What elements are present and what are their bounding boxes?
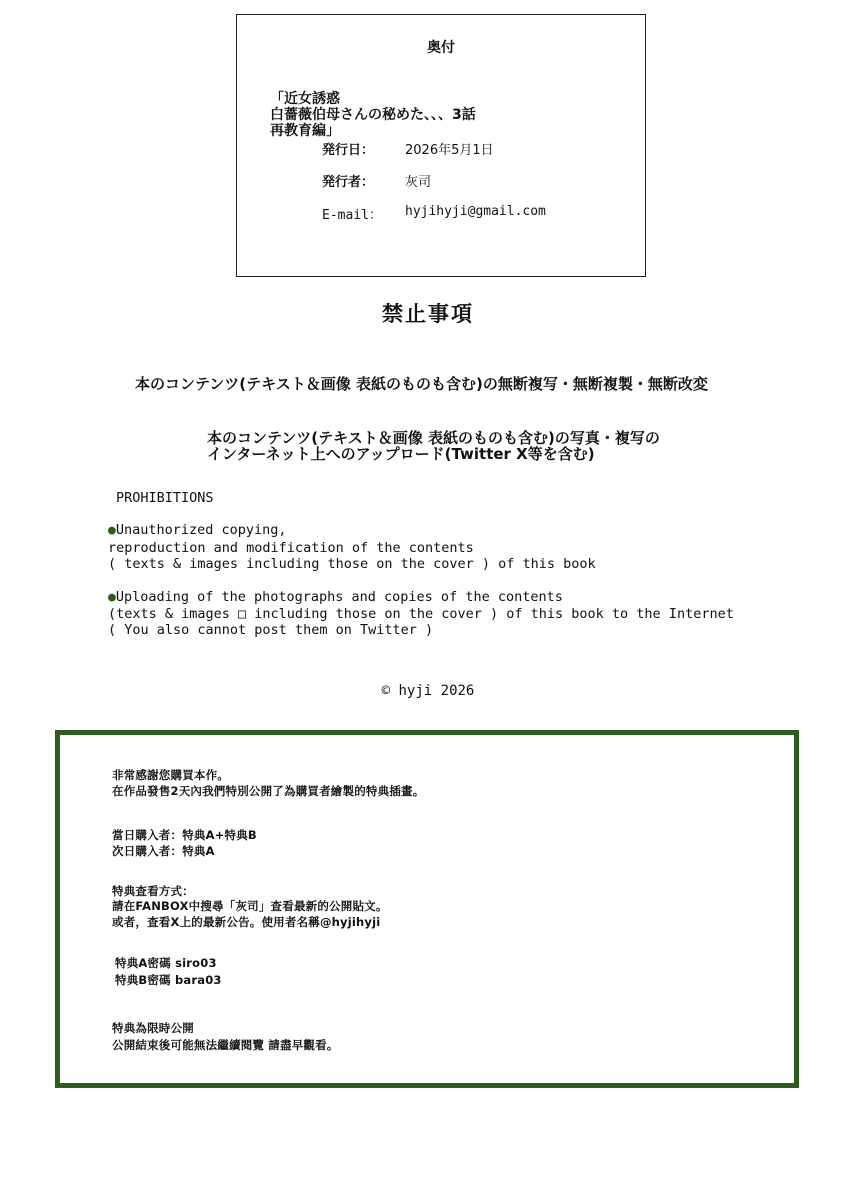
prohibition-en-item-1-line-1: ●Unauthorized copying,	[108, 522, 287, 538]
bonus-line: 特典B密碼 bara03	[115, 973, 222, 987]
bonus-line: 次日購入者：特典A	[112, 844, 215, 858]
prohibition-jp-item-2-line-2: インターネット上へのアップロード(Twitter X等を含む)	[207, 445, 595, 463]
copyright-notice: © hyji 2026	[381, 683, 475, 699]
publish-date: 2026年5月1日	[405, 143, 494, 158]
bonus-line: 公開結束後可能無法繼續閱覽 請盡早觀看。	[112, 1038, 339, 1052]
prohibition-en-item-1-line-2: reproduction and modification of the contents	[108, 540, 474, 556]
bonus-line: 非常感謝您購買本作。	[112, 768, 229, 782]
prohibition-en-item-2-line-2: (texts & images □ including those on the cover ) of this book to the Internet	[108, 606, 734, 622]
prohibition-jp-item-1: 本のコンテンツ(テキスト＆画像 表紙のものも含む)の無断複写・無断複製・無断改変	[135, 375, 708, 393]
prohibition-en-item-2-line-3: ( You also cannot post them on Twitter )	[108, 622, 434, 638]
work-title-line: 白薔薇伯母さんの秘めた、、、3話	[270, 107, 476, 123]
prohibitions-heading-en: PROHIBITIONS	[116, 490, 214, 506]
prohibition-en-item-1-line-3: ( texts & images including those on the cover ) of this book	[108, 556, 596, 572]
bonus-notice-frame	[55, 730, 799, 1088]
colophon-box	[236, 14, 646, 277]
work-title-line: 再教育編」	[270, 123, 340, 139]
email-label: E-mail：	[322, 208, 382, 223]
bonus-line: 在作品發售2天內我們特別公開了為購買者繪製的特典插畫。	[112, 784, 425, 798]
email-address: hyjihyji@gmail.com	[405, 204, 546, 219]
publisher-name: 灰司	[405, 175, 432, 190]
bonus-line: 請在FANBOX中搜尋「灰司」查看最新的公開貼文。	[112, 899, 388, 913]
bonus-line: 或者，查看X上的最新公告。使用者名稱@hyjihyji	[112, 915, 381, 929]
bonus-line: 當日購入者：特典A+特典B	[112, 828, 257, 842]
bonus-line: 特典A密碼 siro03	[115, 956, 217, 970]
bullet-icon: ●	[108, 590, 116, 605]
publish-date-label: 発行日：	[322, 143, 375, 158]
colophon-title: 奥付	[427, 40, 455, 56]
bonus-line: 特典查看方式：	[112, 884, 194, 898]
prohibition-jp-item-2-line-1: 本のコンテンツ(テキスト＆画像 表紙のものも含む)の写真・複写の	[207, 429, 660, 447]
bullet-icon: ●	[108, 523, 116, 538]
prohibitions-heading-jp: 禁止事項	[382, 302, 474, 326]
publisher-label: 発行者：	[322, 175, 375, 190]
work-title-line: 「近女誘惑	[270, 91, 340, 107]
prohibition-en-item-2-line-1: ●Uploading of the photographs and copies of the contents	[108, 589, 563, 605]
bonus-line: 特典為限時公開	[112, 1021, 194, 1035]
